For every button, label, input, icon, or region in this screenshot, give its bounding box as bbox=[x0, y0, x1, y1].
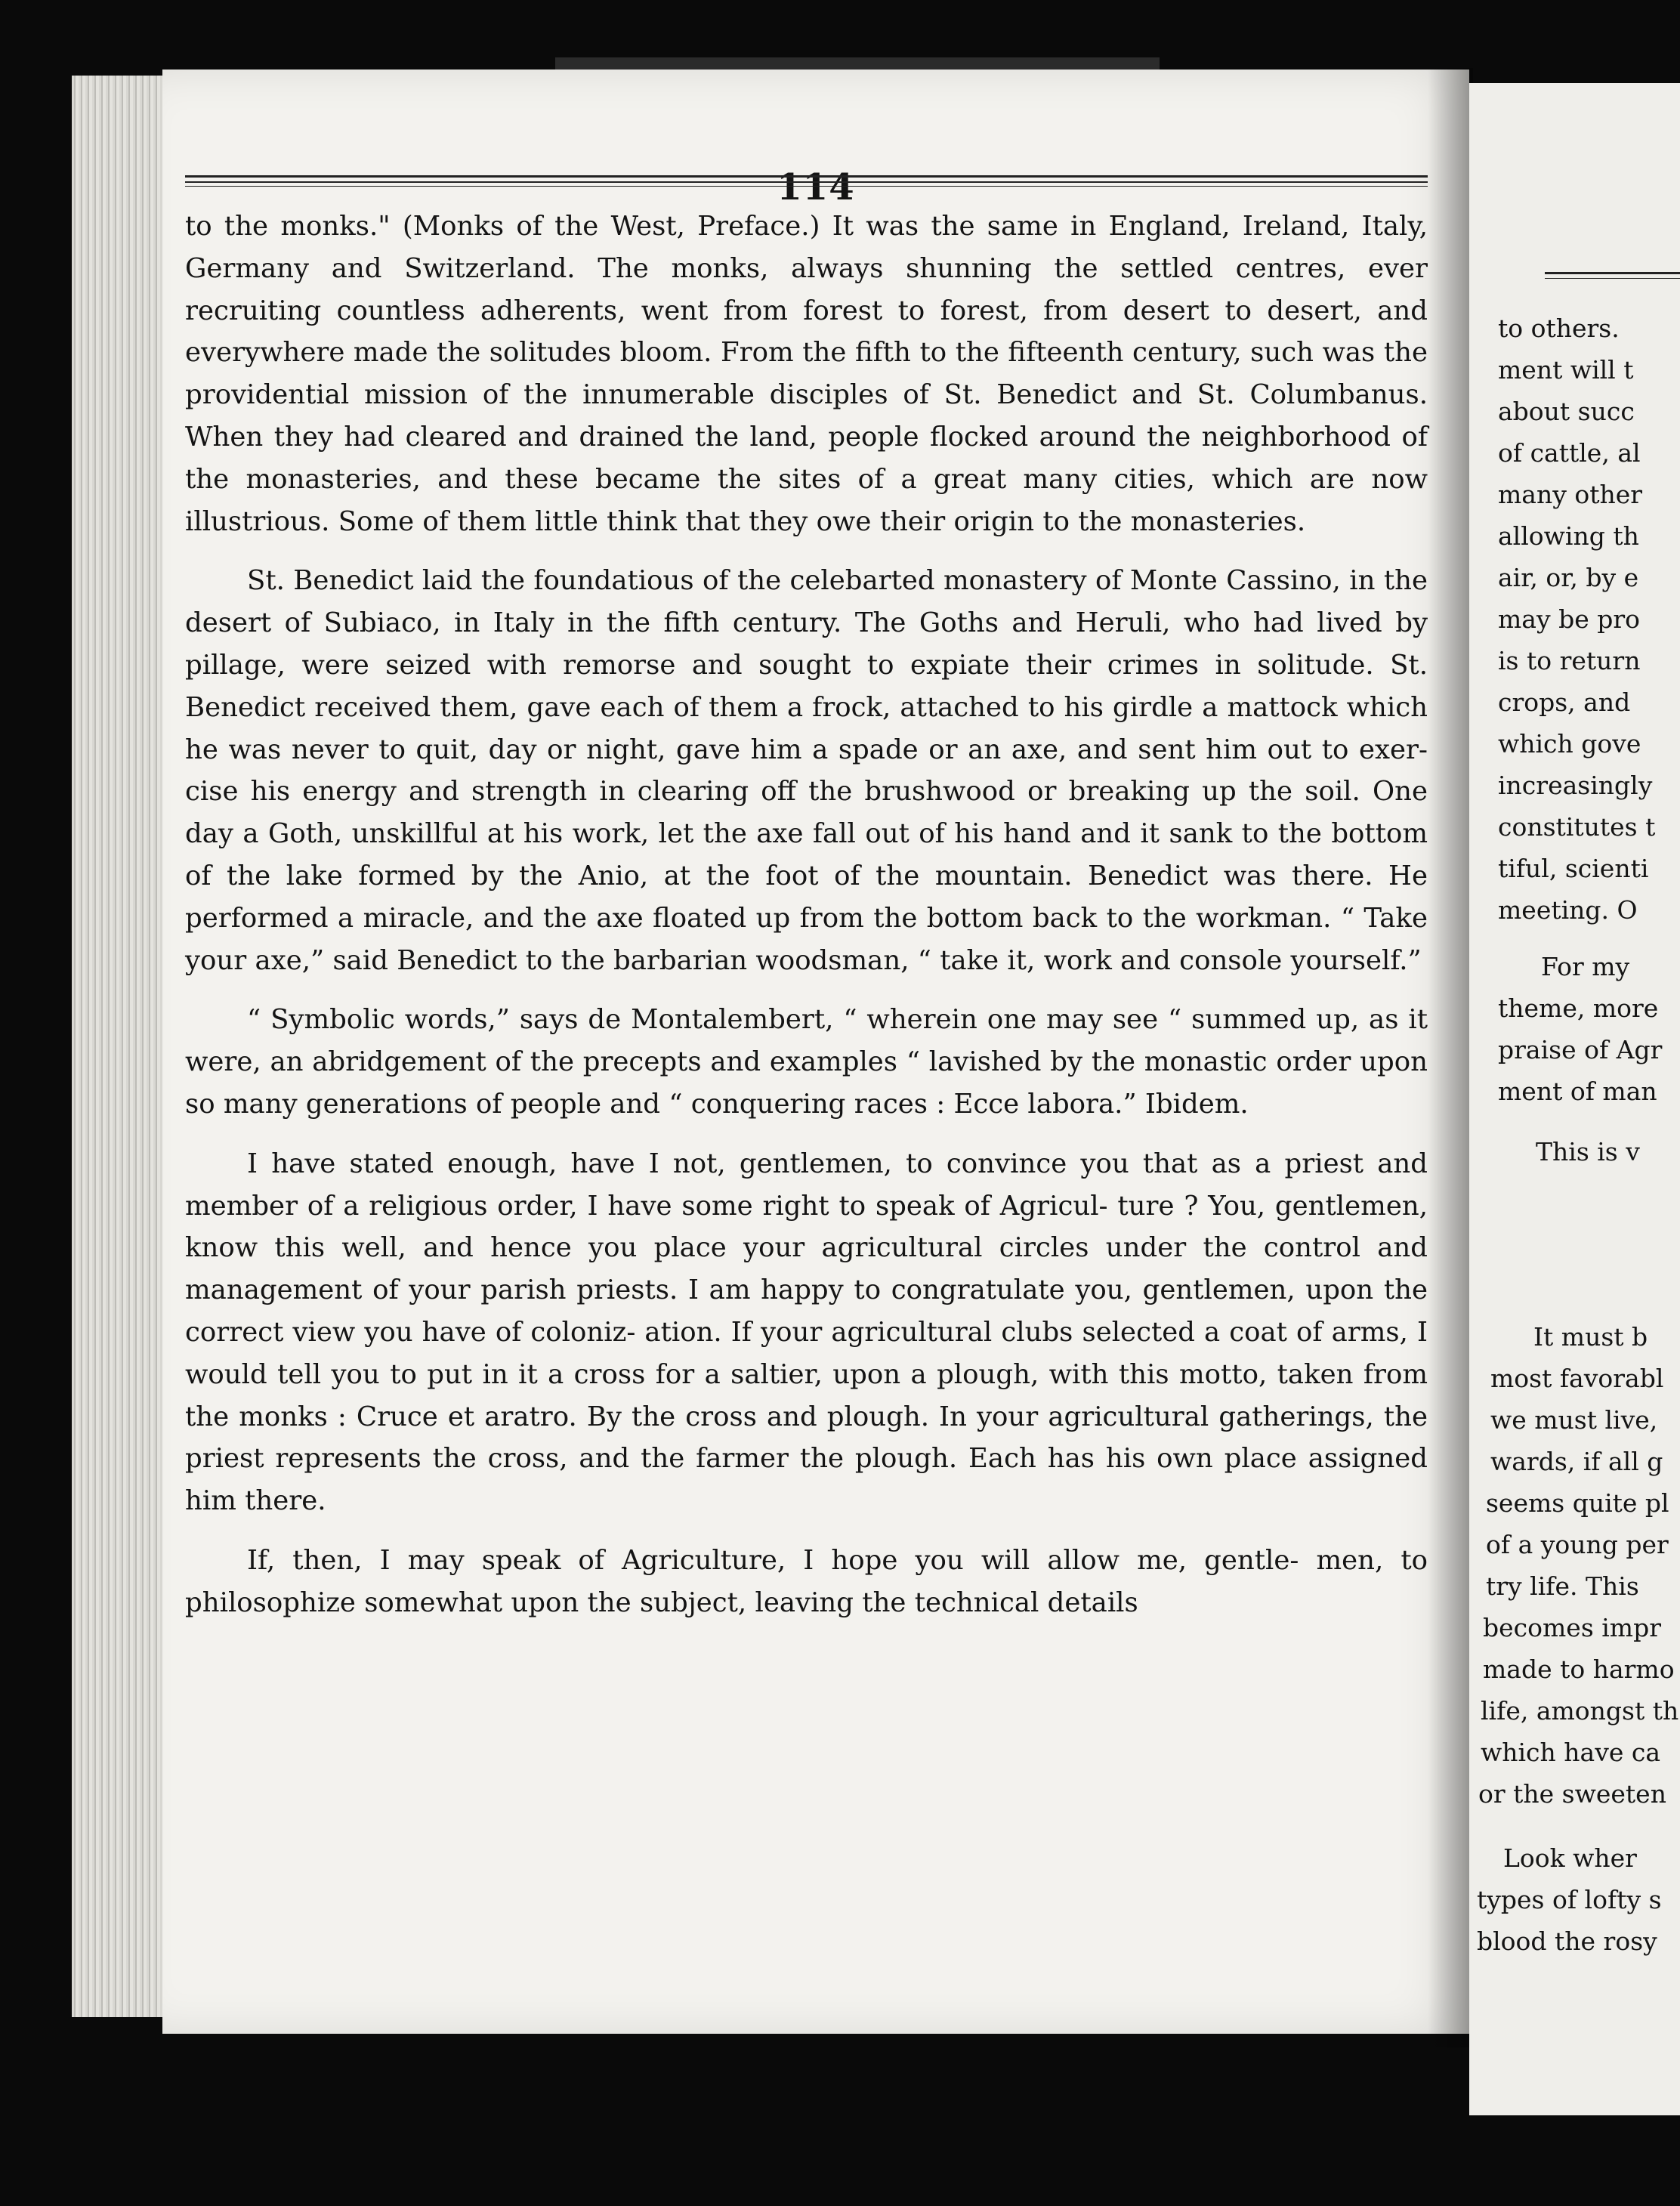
text-line: men, to philosophize somewhat upon the subject, leaving the technical details bbox=[185, 1544, 1428, 1618]
text-line: types of lofty s bbox=[1477, 1885, 1662, 1914]
header-rule bbox=[1545, 272, 1680, 274]
text-line: to put in it a cross for a saltier, upon a plough, with this motto, taken from bbox=[390, 1358, 1428, 1390]
header-rule bbox=[185, 186, 1428, 187]
text-line: This is v bbox=[1536, 1137, 1640, 1166]
text-line: I have stated enough, have I not, gentlemen, to convince you that as a bbox=[247, 1148, 1271, 1179]
text-line: of the innumerable disciples of St. Benedict and St. Columbanus. When bbox=[185, 379, 1428, 453]
text-line: tiful, scienti bbox=[1498, 854, 1649, 883]
text-line: gatherings, the priest represents the cross, and the farmer the plough. Each bbox=[185, 1401, 1428, 1475]
text-line: constitutes t bbox=[1498, 812, 1656, 842]
text-line: of cattle, al bbox=[1498, 438, 1641, 468]
text-line: to quit, day or night, gave him a spade or an axe, and sent him out to exer- bbox=[378, 734, 1428, 765]
text-line: ture ? You, gentlemen, know this well, and hence you place your agricultural bbox=[185, 1190, 1428, 1264]
text-line: air, or, by e bbox=[1498, 563, 1639, 592]
text-line: seems quite pl bbox=[1486, 1488, 1669, 1518]
text-line: the soil. One day a Goth, unskillful at his work, let the axe fall out of his bbox=[185, 776, 1428, 850]
text-line: St. Benedict laid the foundatious of the celebarted monastery of Monte bbox=[247, 565, 1218, 597]
text-line: meeting. O bbox=[1498, 895, 1638, 925]
text-line: many other bbox=[1498, 480, 1643, 509]
text-line: becomes impr bbox=[1483, 1613, 1661, 1642]
text-line: allowing th bbox=[1498, 521, 1639, 551]
page-number: 114 bbox=[777, 166, 855, 209]
text-line: Benedict to the barbarian woodsman, “ take it, work and console yourself.” bbox=[397, 944, 1422, 976]
text-line: the monks : Cruce et aratro. By the cross and plough. In your agricultural bbox=[185, 1401, 1209, 1432]
text-line: to others. bbox=[1498, 314, 1620, 343]
text-line: “ conquering races : Ecce labora.” Ibidem. bbox=[669, 1088, 1249, 1120]
text-line: life, amongst th bbox=[1481, 1696, 1679, 1726]
text-line: most favorabl bbox=[1490, 1364, 1664, 1393]
text-line: Cassino, in the desert of Subiaco, in Italy in the fifth century. The Goths bbox=[185, 565, 1428, 639]
text-line: try life. This bbox=[1486, 1571, 1639, 1601]
page-top-shadow bbox=[555, 57, 1160, 70]
quote-paragraph bbox=[185, 999, 1428, 1125]
text-line: priest and member of a religious order, I have some right to speak of Agricul- bbox=[185, 1148, 1428, 1222]
text-line: It must b bbox=[1533, 1322, 1648, 1352]
text-line: we must live, bbox=[1490, 1405, 1658, 1435]
text-line: cise his energy and strength in clearing off the brushwood or breaking up bbox=[185, 776, 1237, 808]
text-line: If, then, I may speak of Agriculture, I hope you will allow me, gentle- bbox=[247, 1544, 1299, 1576]
text-line: ment of man bbox=[1498, 1077, 1657, 1106]
text-line: is to return bbox=[1498, 646, 1641, 675]
paragraph bbox=[185, 205, 1428, 542]
header-rule bbox=[185, 175, 1428, 178]
text-line: “ summed up, as it were, an abridgement of the precepts and examples bbox=[185, 1004, 1428, 1078]
text-line: to the monks." (Monks of the West, Preface.) It was the same in England, bbox=[185, 211, 1231, 242]
text-line: circles under the control and management of your parish priests. I am happy bbox=[185, 1232, 1428, 1306]
text-line: “ Symbolic words,” says de Montalembert, “ wherein one may see bbox=[247, 1004, 1159, 1036]
header-rule bbox=[185, 181, 1428, 183]
text-line: theme, more bbox=[1498, 993, 1659, 1023]
text-line: may be pro bbox=[1498, 604, 1641, 634]
text-line: the settled centres, ever recruiting countless adherents, went from forest to bbox=[185, 252, 1428, 326]
text-line: of the mountain. Benedict was there. He performed a miracle, and the bbox=[185, 860, 1428, 934]
text-line: increasingly bbox=[1498, 771, 1653, 800]
text-line: ment will t bbox=[1498, 355, 1634, 385]
paragraph bbox=[185, 1540, 1428, 1624]
page-edge bbox=[72, 76, 166, 2017]
text-line: axe floated up from the bottom back to the workman. “ Take your axe,” said bbox=[185, 902, 1428, 976]
text-line: neighborhood of the monasteries, and these became the sites of a great many bbox=[185, 421, 1428, 495]
text-line: or the sweeten bbox=[1478, 1779, 1666, 1809]
text-line: forest, from desert to desert, and everywhere made the solitudes bloom. bbox=[185, 295, 1428, 369]
paragraph bbox=[185, 1143, 1428, 1522]
text-line: blood the rosy bbox=[1477, 1926, 1657, 1956]
text-line: Look wher bbox=[1503, 1843, 1637, 1873]
text-line: they had cleared and drained the land, people flocked around the bbox=[273, 421, 1191, 453]
book-gutter bbox=[1428, 68, 1473, 2047]
text-line: For my bbox=[1541, 952, 1630, 981]
text-line: hand and it sank to the bottom of the lake formed by the Anio, at the foot bbox=[185, 818, 1428, 891]
right-page bbox=[1469, 83, 1680, 2115]
text-line: of a young per bbox=[1486, 1530, 1669, 1559]
text-line: cities, which are now illustrious. Some of them little think that they owe bbox=[185, 463, 1428, 537]
text-line: sought to expiate their crimes in solitude. St. Benedict received them, gave bbox=[185, 649, 1428, 723]
text-line: made to harmo bbox=[1483, 1654, 1675, 1684]
text-line: which have ca bbox=[1481, 1738, 1661, 1767]
text-line: which gove bbox=[1498, 729, 1641, 759]
text-line: has his own place assigned him there. bbox=[185, 1443, 1428, 1517]
paragraph bbox=[185, 560, 1428, 981]
text-line: Ireland, Italy, Germany and Switzerland. The monks, always shunning bbox=[185, 211, 1428, 284]
text-line: ation. If your agricultural clubs selected a coat of arms, I would tell you bbox=[185, 1316, 1428, 1390]
text-line: crops, and bbox=[1498, 687, 1631, 717]
body-text bbox=[185, 205, 1428, 1624]
text-line: to congratulate you, gentlemen, upon the correct view you have of coloniz- bbox=[185, 1274, 1428, 1348]
header-rule bbox=[1545, 278, 1680, 279]
text-line: From the fifth to the fifteenth century, such was the providential mission bbox=[185, 337, 1428, 411]
text-line: about succ bbox=[1498, 397, 1635, 426]
text-line: praise of Agr bbox=[1498, 1035, 1663, 1064]
text-line: their origin to the monasteries. bbox=[879, 505, 1306, 537]
text-line: wards, if all g bbox=[1490, 1447, 1663, 1476]
text-line: each of them a frock, attached to his girdle a mattock which he was never bbox=[185, 691, 1428, 765]
text-line: “ lavished by the monastic order upon so many generations of people and bbox=[185, 1046, 1428, 1120]
text-line: and Heruli, who had lived by pillage, were seized with remorse and bbox=[185, 607, 1428, 681]
